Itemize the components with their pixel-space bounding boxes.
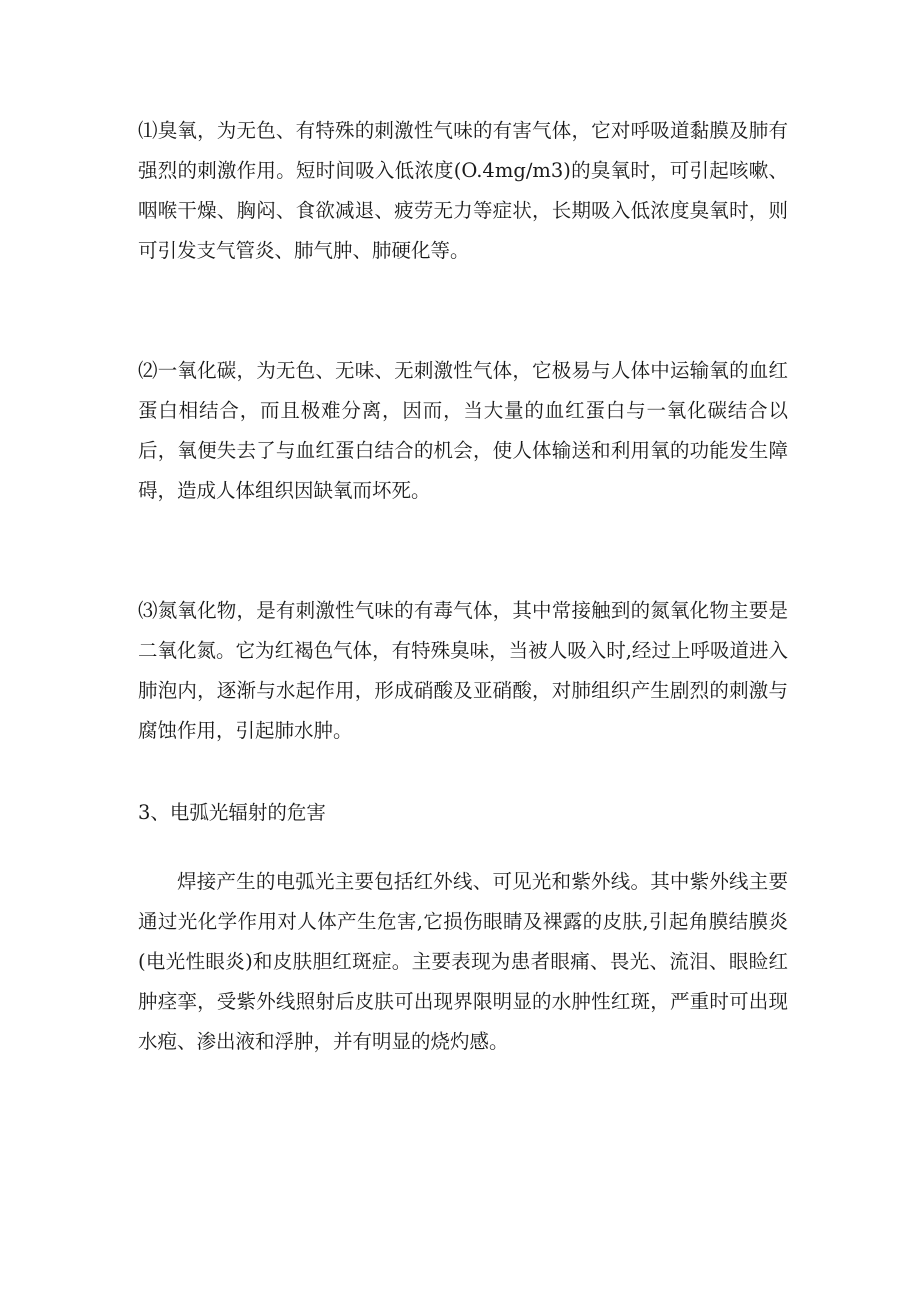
section-heading: 3、电弧光辐射的危害	[138, 801, 326, 824]
paragraph-ozone: ⑴臭氧，为无色、有特殊的刺激性气味的有害气体，它对呼吸道黏膜及肺有强烈的刺激作用。短时间吸入低浓度(O.4mg∕m3)的臭氧时，可引起咳嗽、咽喉干燥、胸闷、食欲减退、疲劳无力等症状，长期吸入低浓度臭氧时，则可引发支气管炎、肺气肿、肺硬化等。	[138, 119, 788, 262]
paragraph-arc-radiation: 焊接产生的电弧光主要包括红外线、可见光和紫外线。其中紫外线主要通过光化学作用对人体产生危害,它损伤眼睛及裸露的皮肤,引起角膜结膜炎(电光性眼炎)和皮肤胆红斑症。主要表现为患者眼痛、畏光、流泪、眼睑红肿痉挛，受紫外线照射后皮肤可出现界限明显的水肿性红斑，严重时可出现水疱、渗出液和浮肿，并有明显的烧灼感。	[138, 870, 788, 1053]
paragraph-nitrogen-oxides: ⑶氮氧化物，是有刺激性气味的有毒气体，其中常接触到的氮氧化物主要是二氧化氮。它为红褐色气体，有特殊臭味，当被人吸入时,经过上呼吸道进入肺泡内，逐渐与水起作用，形成硝酸及亚硝酸，对肺组织产生剧烈的刺激与腐蚀作用，引起肺水肿。	[138, 599, 788, 742]
paragraph-carbon-monoxide: ⑵一氧化碳，为无色、无味、无刺激性气体，它极易与人体中运输氧的血红蛋白相结合，而且极难分离，因而，当大量的血红蛋白与一氧化碳结合以后，氧便失去了与血红蛋白结合的机会，使人体输送和利用氧的功能发生障碍，造成人体组织因缺氧而坏死。	[138, 359, 788, 502]
